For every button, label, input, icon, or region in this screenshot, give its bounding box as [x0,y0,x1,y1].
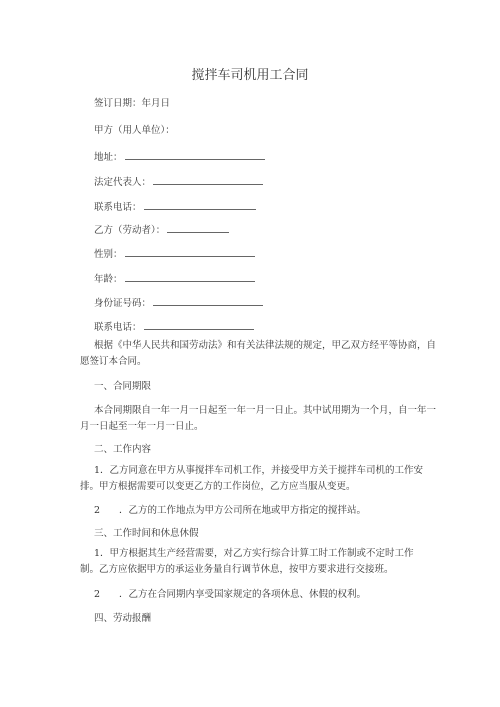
party-b-phone-row [94,320,254,334]
address-label: 地址： [94,152,123,163]
section-2-p1-line-1: 1．乙方同意在甲方从事搅拌车司机工作，并接受甲方关于搅拌车司机的工作安 [94,465,424,476]
section-3-paragraph-1 [80,546,444,578]
section-1-paragraph [80,403,444,435]
section-3-p1-line-1: 1．甲方根据其生产经营需要，对乙方实行综合计算工时工作制或不定时工作 [94,548,414,559]
party-a-phone-blank [144,200,256,210]
party-b-phone-blank [144,320,254,330]
party-b-heading: 乙方（劳动者）： [94,225,166,236]
party-b-gender-row [94,247,255,261]
section-2-paragraph-2: 2 ．乙方的工作地点为甲方公司所在地或甲方指定的搅拌站。 [94,505,367,516]
party-a-phone-label: 联系电话： [94,202,142,213]
party-b-phone-label: 联系电话： [94,322,142,333]
gender-label: 性别： [94,249,123,260]
id-blank [153,296,263,306]
section-1-line-2: 月一日起至一年一月一日止。 [80,421,204,432]
party-a-legal-rep-row [94,175,263,189]
section-3-p1-line-2: 制。乙方应依据甲方的承运业务量自行调节休息，按甲方要求进行交接班。 [80,564,394,575]
section-1-heading: 一、合同期限 [94,381,152,392]
address-blank [125,150,265,160]
section-2-heading: 二、工作内容 [94,444,152,455]
party-b-name-blank [167,223,229,233]
party-a-heading: 甲方（用人单位）： [94,125,175,136]
legal-rep-blank [153,175,263,185]
legal-rep-label: 法定代表人： [94,177,152,188]
intro-paragraph [80,338,444,370]
section-1-line-1: 本合同期限自一年一月一日起至一年一月一日止。其中试用期为一个月，自一年一 [94,405,437,416]
age-label: 年龄： [94,274,123,285]
section-3-paragraph-2: 2 ．乙方在合同期内享受国家规定的各项休息、休假的权利。 [94,589,367,600]
party-b-heading-row [94,223,229,237]
party-a-address-row [94,150,265,164]
gender-blank [125,247,255,257]
age-blank [125,272,255,282]
sign-date: 签订日期：年月日 [94,98,171,109]
section-2-p1-line-2: 排。甲方根据需要可以变更乙方的工作岗位，乙方应当服从变更。 [80,481,356,492]
section-2-paragraph-1 [80,463,444,495]
section-4-heading: 四、劳动报酬 [94,613,152,624]
party-b-age-row [94,272,255,286]
id-label: 身份证号码： [94,298,152,309]
party-b-id-row [94,296,263,310]
intro-line-1: 根据《中华人民共和国劳动法》和有关法律法规的规定，甲乙双方经平等协商，自 [94,340,437,351]
section-3-heading: 三、工作时间和休息休假 [94,528,199,539]
intro-line-2: 愿签订本合同。 [80,356,147,367]
party-a-phone-row [94,200,256,214]
document-title: 搅拌车司机用工合同 [191,68,309,83]
